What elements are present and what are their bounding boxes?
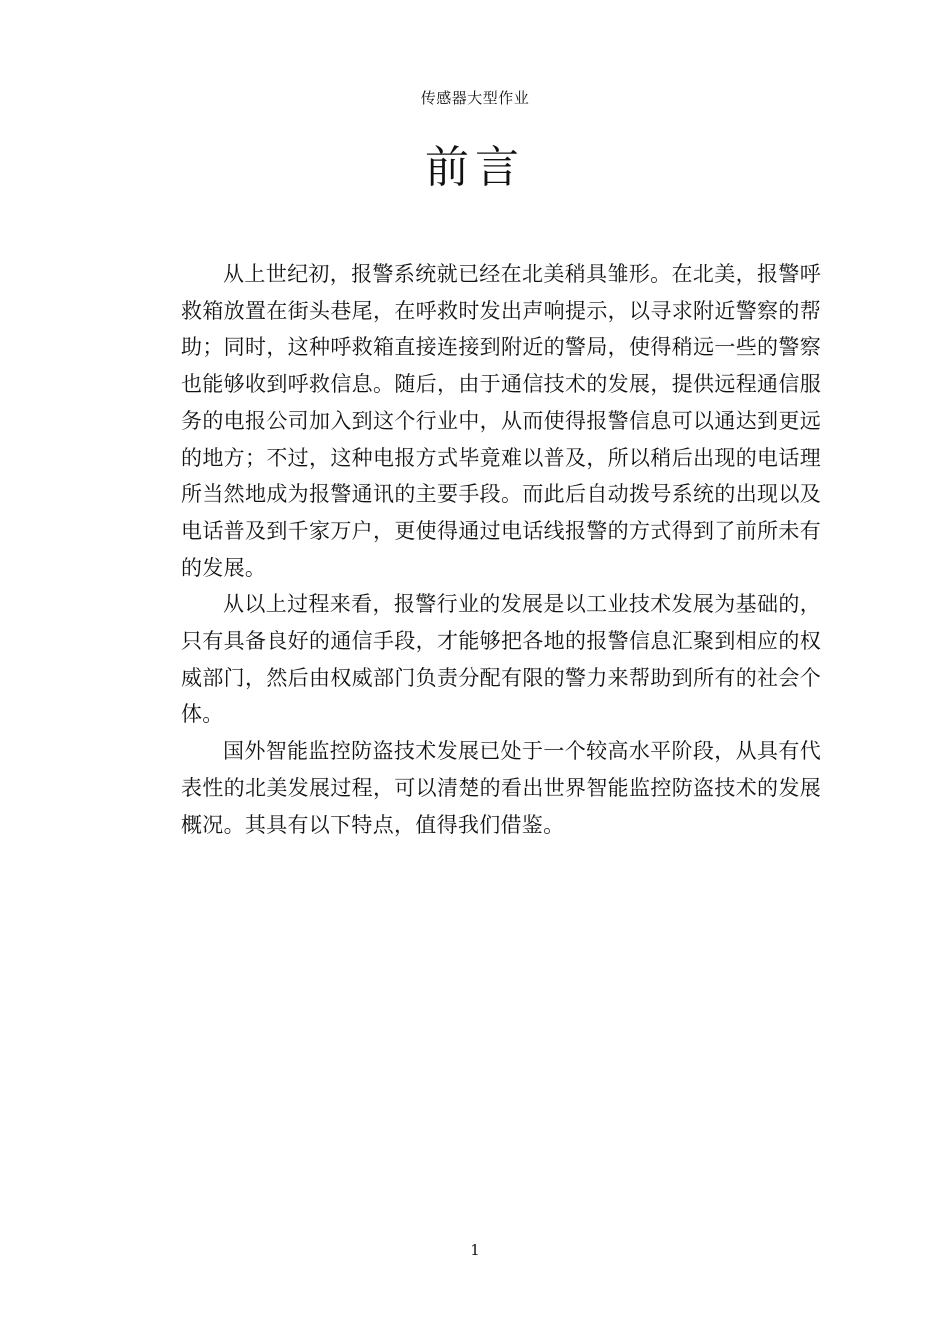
page-number: 1	[470, 1241, 480, 1259]
paragraph-foreign-development: 国外智能监控防盗技术发展已处于一个较高水平阶段，从具有代表性的北美发展过程，可以清楚的看出世界智能监控防盗技术的发展概况。其具有以下特点，值得我们借鉴。	[181, 739, 821, 837]
body-text	[181, 256, 821, 843]
paragraph-industry-basis: 从以上过程来看，报警行业的发展是以工业技术发展为基础的，只有具备良好的通信手段，才能够把各地的报警信息汇聚到相应的权威部门，然后由权威部门负责分配有限的警力来帮助到所有的社会个体。	[181, 592, 821, 727]
running-header: 传感器大型作业	[420, 89, 530, 107]
paragraph-history: 从上世纪初，报警系统就已经在北美稍具雏形。在北美，报警呼救箱放置在街头巷尾，在呼救时发出声响提示，以寻求附近警察的帮助；同时，这种呼救箱直接连接到附近的警局，使得稍远一些的警察也能够收到呼救信息。随后，由于通信技术的发展，提供远程通信服务的电报公司加入到这个行业中，从而使得报警信息可以通达到更远的地方；不过，这种电报方式毕竟难以普及，所以稍后出现的电话理所当然地成为报警通讯的主要手段。而此后自动拨号系统的出现以及电话普及到千家万户，更使得通过电话线报警的方式得到了前所未有的发展。	[181, 262, 821, 580]
page-title: 前言	[425, 142, 525, 193]
